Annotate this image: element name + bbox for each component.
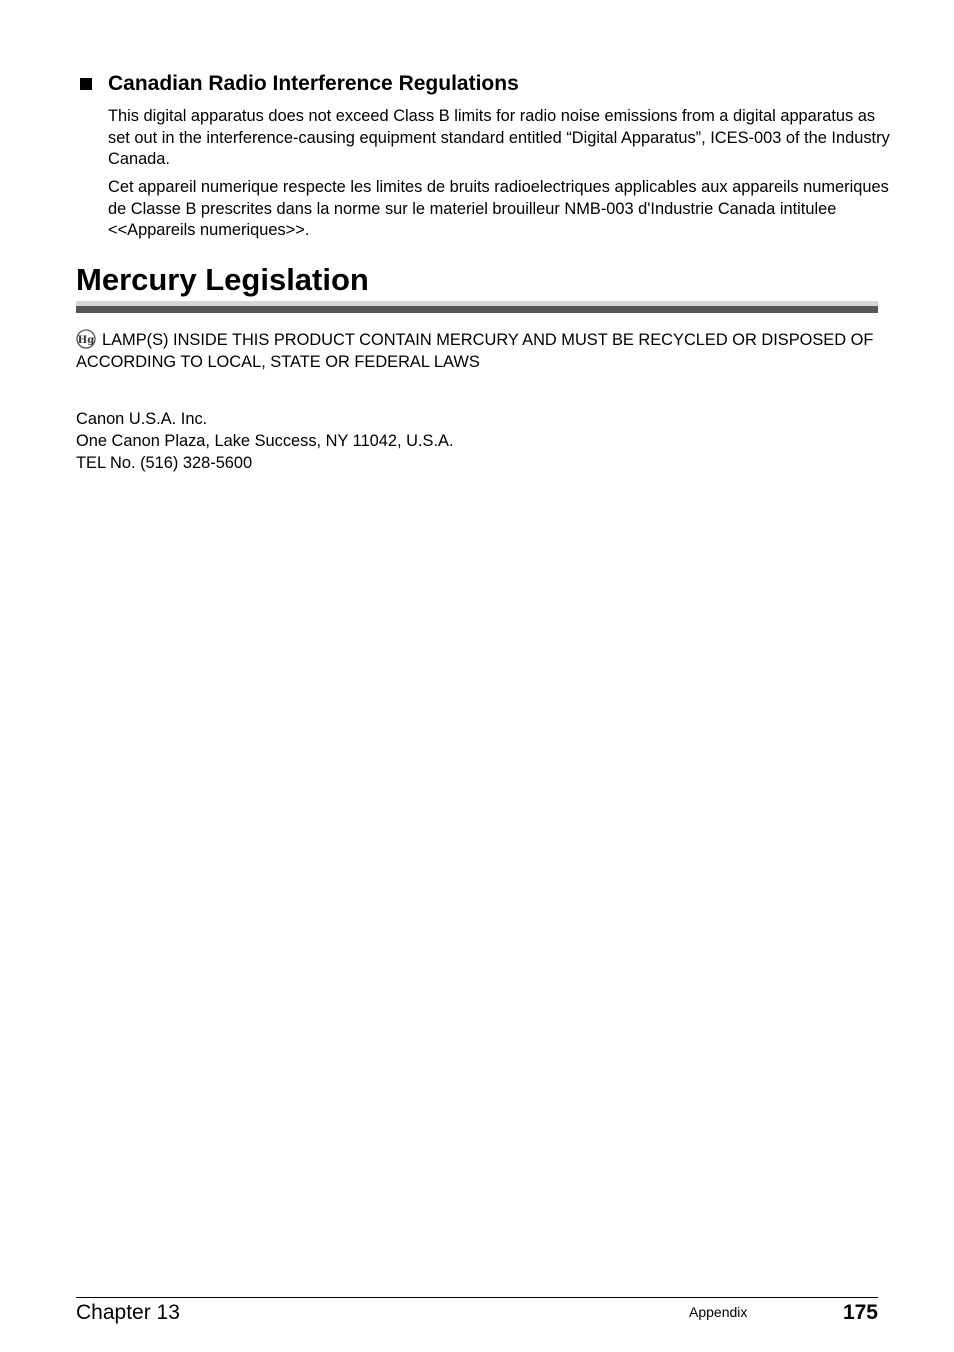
paragraph-english: This digital apparatus does not exceed Class B limits for radio noise emissions from a digital apparatus as set out in the interference-causing equipment standard entitled “Digital Apparatus”, ICES-003 of the Industry Canada. xyxy=(108,107,890,168)
company-address xyxy=(76,408,454,474)
footer-section: Appendix xyxy=(689,1304,748,1320)
square-bullet-icon xyxy=(80,78,92,90)
footer-chapter: Chapter 13 xyxy=(76,1301,180,1324)
hg-symbol-text: Hg xyxy=(77,335,95,346)
section-heading xyxy=(77,71,519,97)
title-underline-dark xyxy=(76,306,878,313)
page-title: Mercury Legislation xyxy=(76,262,369,297)
company-phone: TEL No. (516) 328-5600 xyxy=(76,454,253,472)
mercury-statement-text: LAMP(S) INSIDE THIS PRODUCT CONTAIN MERCURY AND MUST BE RECYCLED OR DISPOSED OF ACCORDING TO LOCAL, STATE OR FEDERAL LAWS xyxy=(76,331,874,371)
paragraph-french: Cet appareil numerique respecte les limites de bruits radioelectriques applicables aux appareils numeriques de Classe B prescrites dans la norme sur le materiel brouilleur NMB-003 d'Industrie Canada intitulee <<Appareils numeriques>>. xyxy=(108,178,889,239)
company-name: Canon U.S.A. Inc. xyxy=(76,410,208,428)
mercury-statement xyxy=(76,329,876,373)
company-street: One Canon Plaza, Lake Success, NY 11042, U.S.A. xyxy=(76,432,454,450)
page-number: 175 xyxy=(842,1301,878,1324)
section-heading-text: Canadian Radio Interference Regulations xyxy=(108,72,519,95)
hg-mercury-icon xyxy=(76,329,96,349)
footer-rule xyxy=(76,1297,878,1298)
